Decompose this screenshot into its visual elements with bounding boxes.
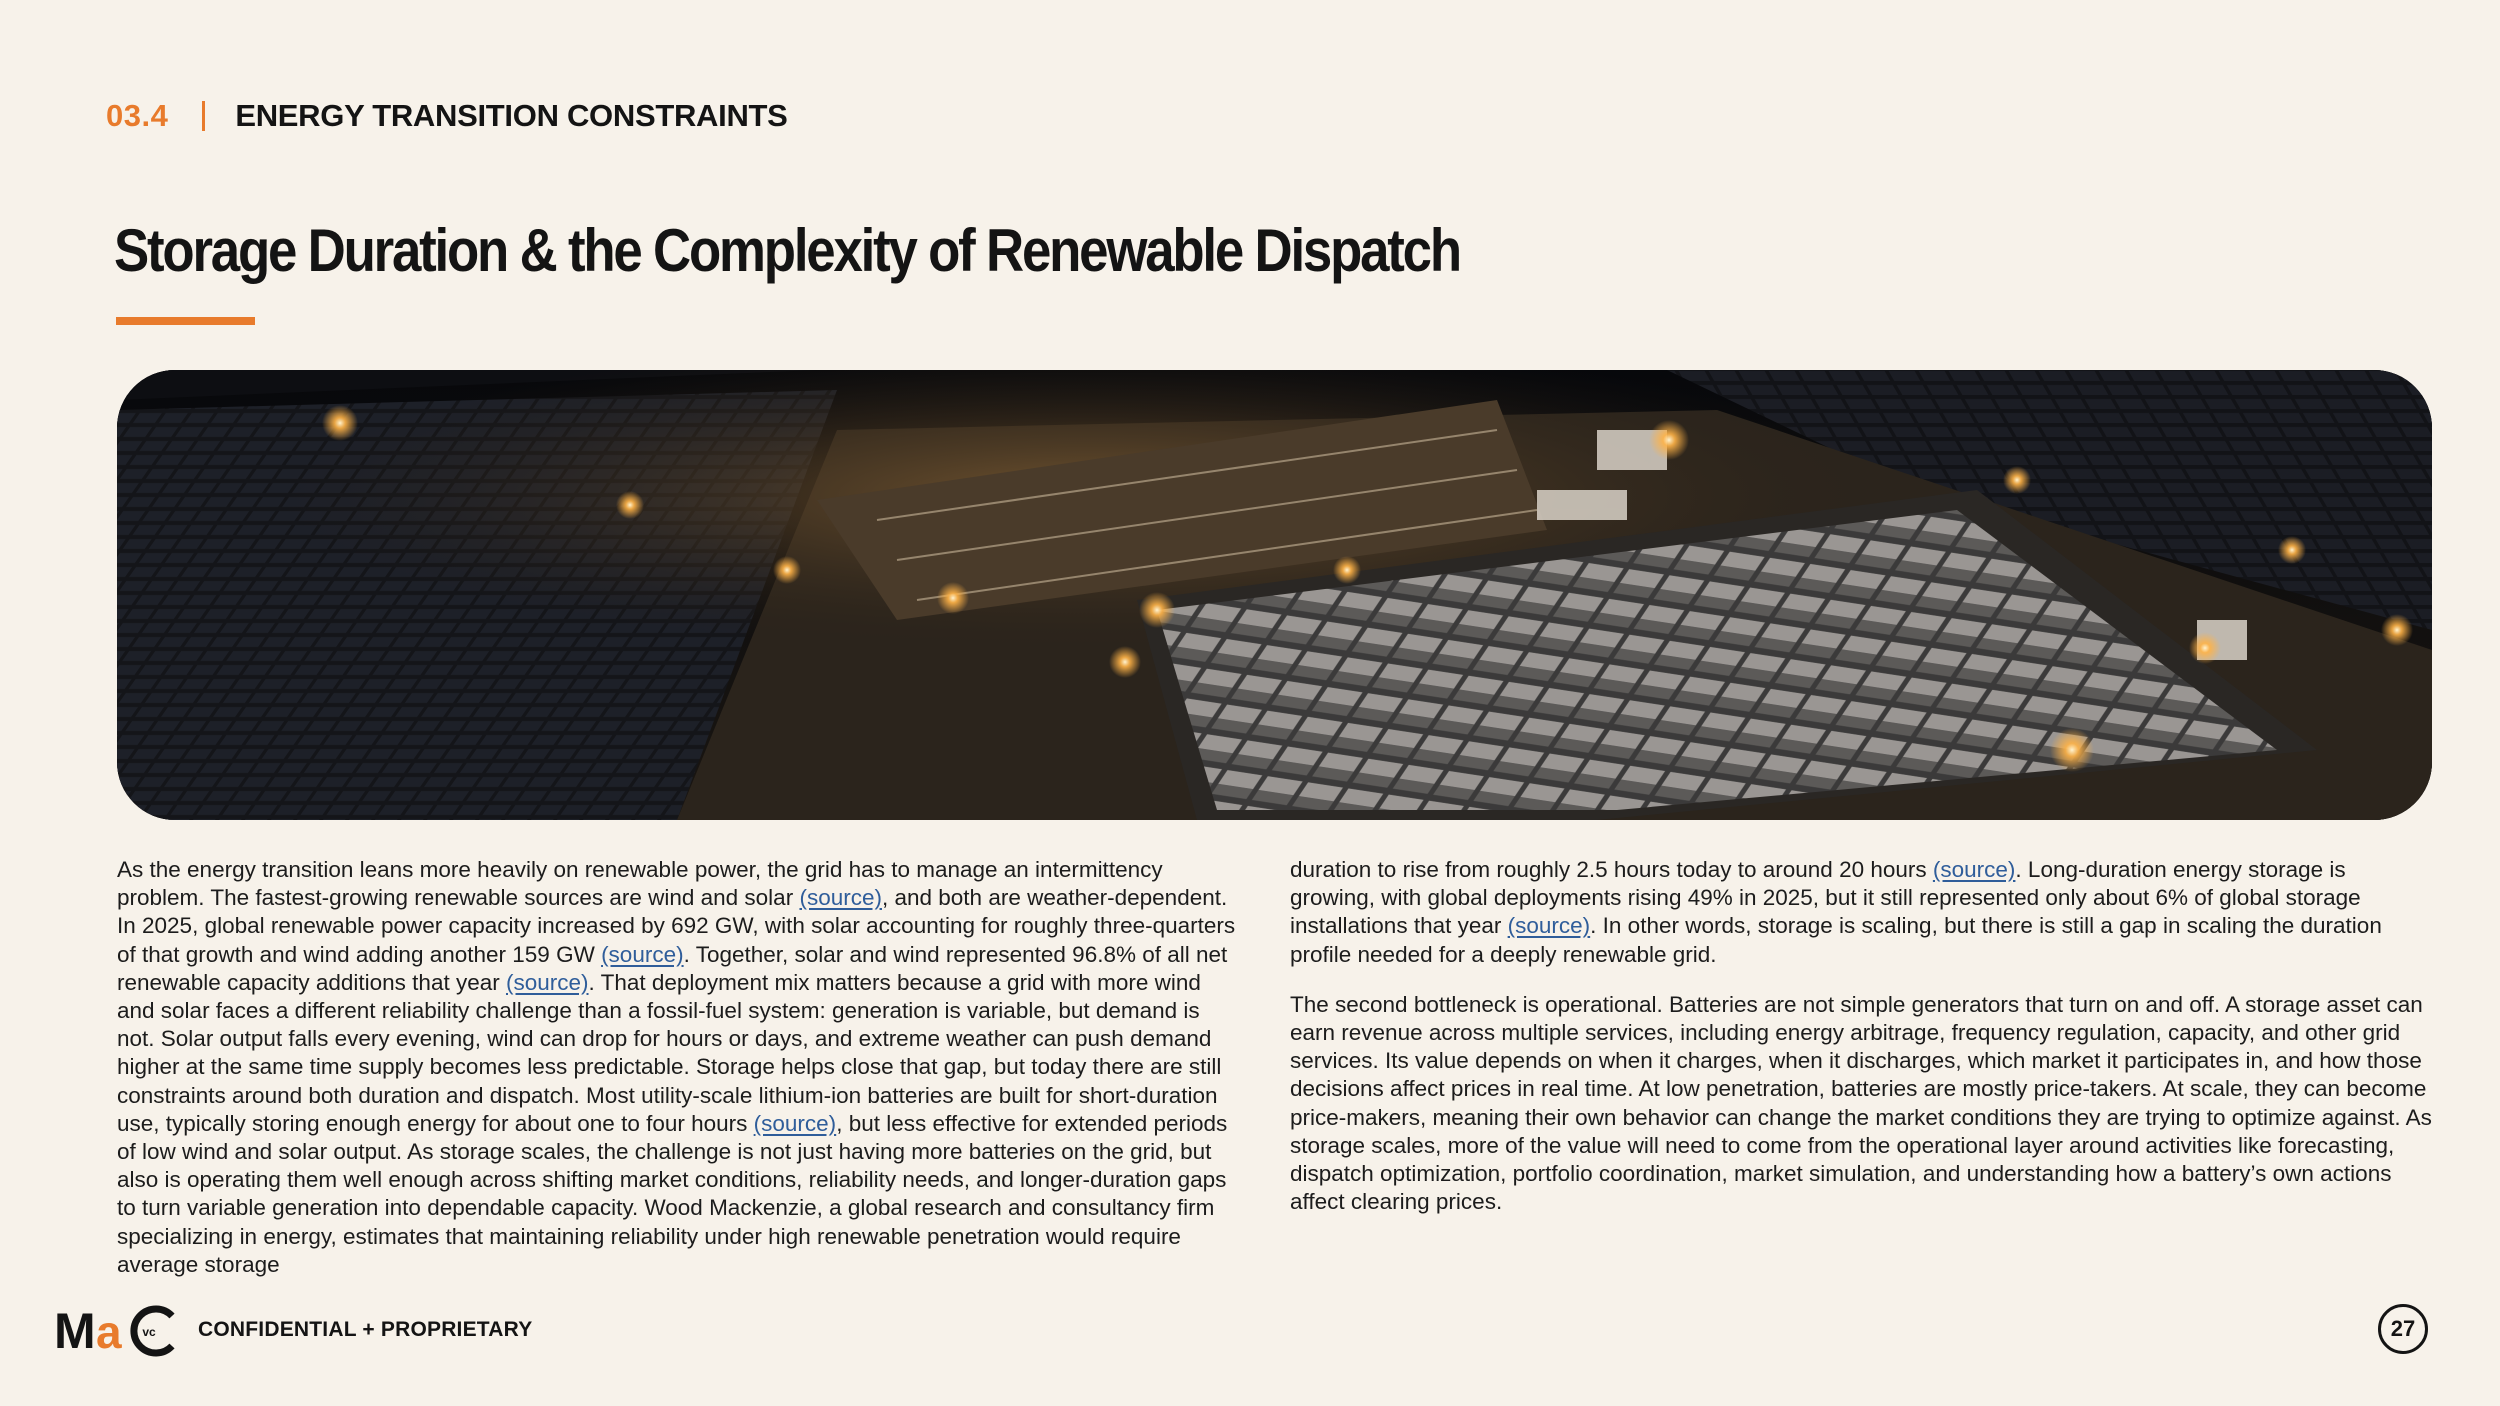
body-left-column [117,856,1237,1301]
paragraph-operational: The second bottleneck is operational. Batteries are not simple generators that turn on and off. A storage asset can earn revenue across multiple services, including energy arbitrage, frequency regulation, capacity, and other grid services. Its value depends on when it charges, when it discharges, which market it participates in, and how those decisions affect prices in real time. At low penetration, batteries are mostly price-takers. At scale, they can become price-makers, meaning their own behavior can change the market conditions they are trying to optimize against. As storage scales, more of the value will need to come from the operational layer around activities like forecasting, dispatch optimization, portfolio coordination, market simulation, and understanding how a battery’s own actions affect clearing prices. [1290,991,2432,1215]
text-run: , but less effective for extended periods of low wind and solar output. As storage scales, the challenge is not just having more batteries on the grid, but also is operating them well enough across shifting market conditions, reliability needs, and longer-duration gaps to turn variable generation into dependable capacity. Wood Mackenzie, a global research and consultancy firm specializing in energy, estimates that maintaining reliability under high renewable penetration would require average storage [117,1110,1228,1277]
section-number: 03.4 [106,98,169,133]
text-run: . In other words, storage is scaling, but there is still a gap in scaling the duration profile needed for a deeply renewable grid. [1290,913,2382,967]
text-run: , and both are weather-dependent. In 2025, global renewable power capacity increased by 692 GW, with solar accounting for roughly three-quarters of that growth and wind adding another 159 GW [117,885,1236,967]
source-link[interactable]: (source) [505,969,589,995]
section-header [106,98,788,134]
page-number: 27 [2378,1304,2428,1354]
battery-storage-facility-photo [117,370,2432,820]
confidential-label: CONFIDENTIAL + PROPRIETARY [198,1318,533,1341]
mac-vc-logo [54,1302,184,1358]
logo-a: a [96,1306,122,1358]
source-link[interactable]: (source) [1507,913,1591,939]
text-run: duration to rise from roughly 2.5 hours today to around 20 hours [1290,857,1933,882]
title-underline [116,317,255,325]
paragraph-duration [1290,856,2432,969]
text-run: As the energy transition leans more heavily on renewable power, the grid has to manage an intermittency problem. The fastest-growing renewable sources are wind and solar [117,857,1163,911]
hero-image [117,370,2432,820]
paragraph-intermittency [117,856,1237,1279]
body-right-column [1290,856,2432,1238]
source-link[interactable]: (source) [1932,857,2016,882]
logo-vc-badge: vc [142,1325,156,1339]
page-title: Storage Duration & the Complexity of Renewable Dispatch [114,217,1460,284]
text-run: . That deployment mix matters because a grid with more wind and solar faces a different reliability challenge than a fossil-fuel system: generation is variable, but demand is not. Solar output falls every evening, wind can drop for hours or days, and extreme weather can push demand higher at the same time supply becomes less predictable. Storage helps close that gap, but today there are still constraints around both duration and dispatch. Most utility-scale lithium-ion batteries are built for short-duration use, typically storing enough energy for about one to four hours [117,969,1222,1136]
logo-m: M [54,1303,96,1358]
source-link[interactable]: (source) [753,1110,837,1136]
source-link[interactable]: (source) [601,941,684,967]
section-divider [202,101,205,131]
text-run: . Together, solar and wind represented 96.8% of all net renewable capacity additions that year [117,941,1228,995]
source-link[interactable]: (source) [799,885,882,911]
section-title: ENERGY TRANSITION CONSTRAINTS [235,98,788,133]
text-run: . Long-duration energy storage is growing, with global deployments rising 49% in 2025, but it still represented only about 6% of global storage installations that year [1290,857,2361,939]
